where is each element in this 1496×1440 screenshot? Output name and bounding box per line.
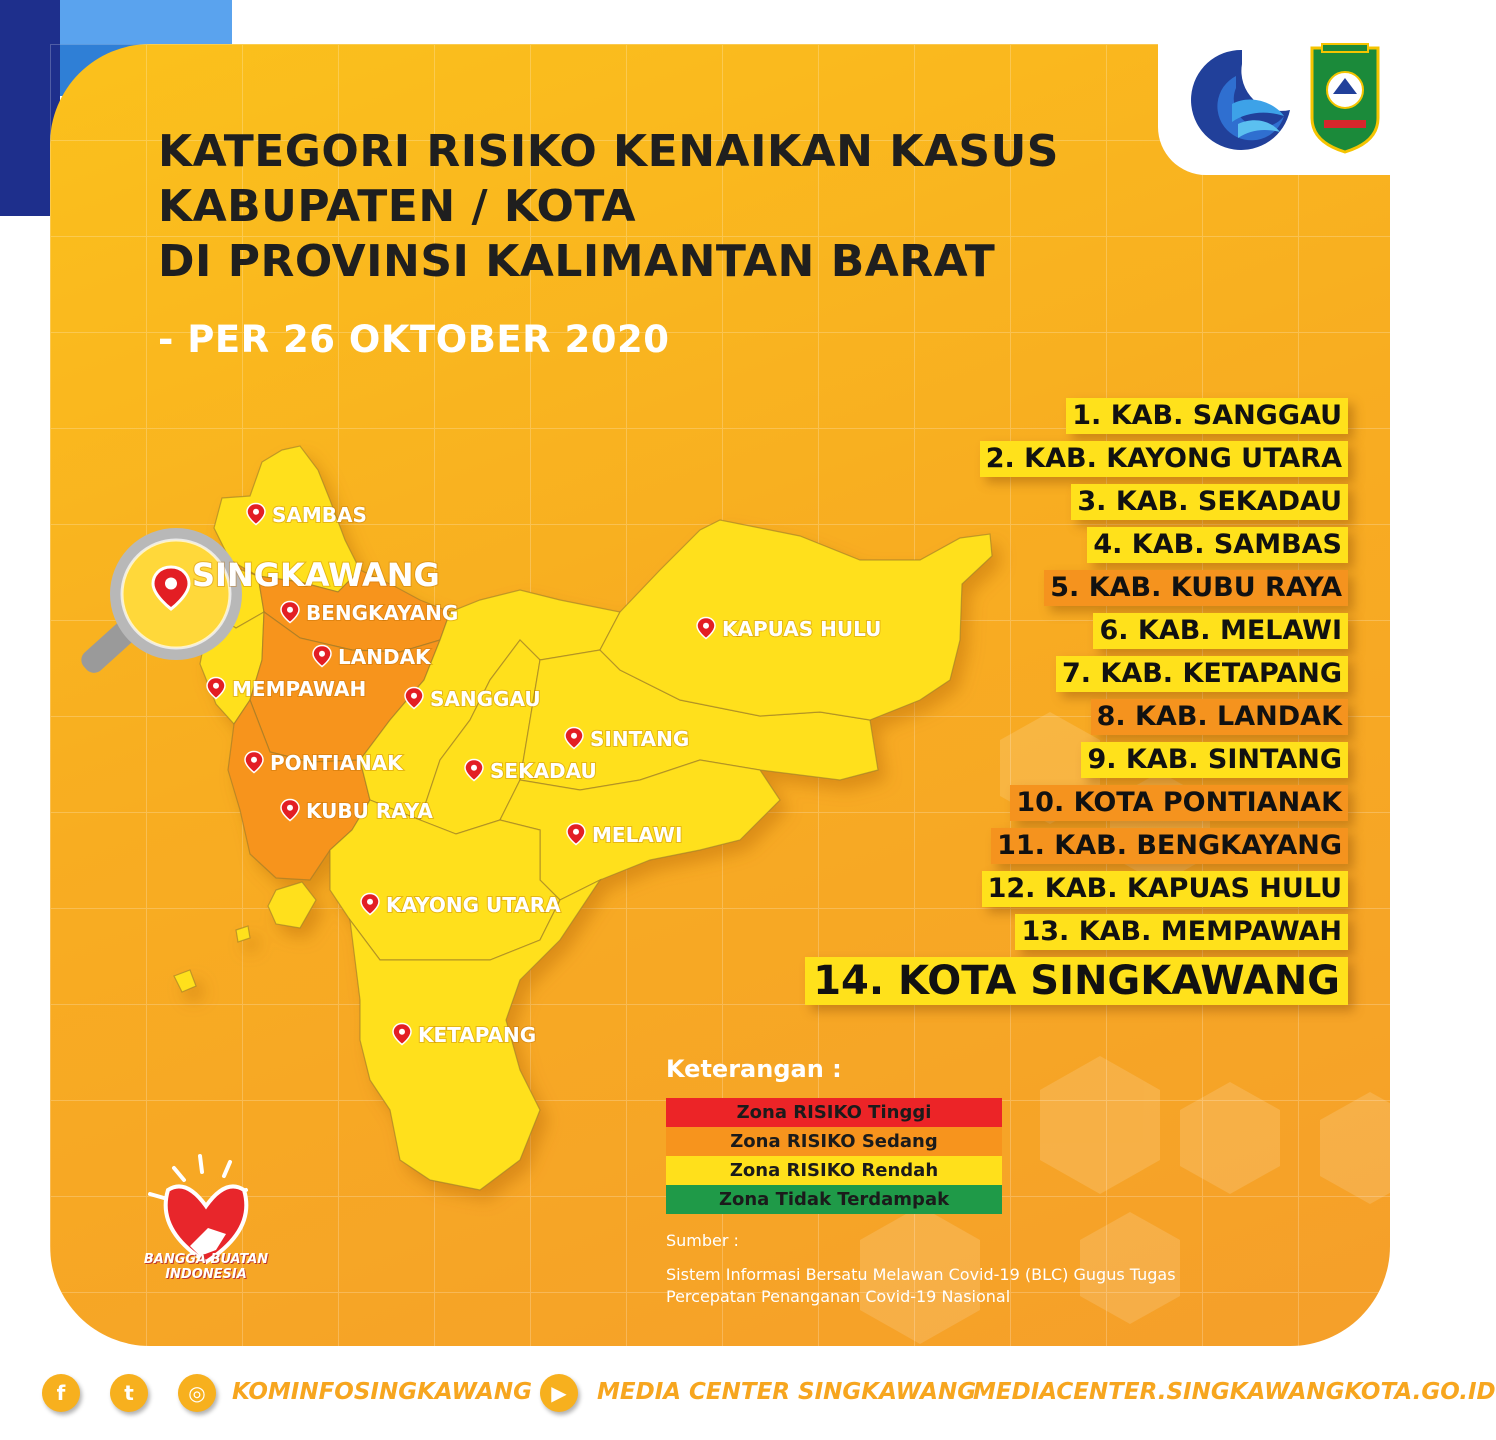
map-pin-icon [247,504,265,525]
ranking-item [808,742,1348,778]
ranking-item [808,527,1348,563]
legend-item: Zona RISIKO Rendah [666,1156,1002,1185]
map-pin-icon [697,618,715,639]
ranking-item [808,957,1348,1005]
legend [666,1052,1026,1214]
map-pin-icon [281,602,299,623]
legend-item: Zona RISIKO Sedang [666,1127,1002,1156]
map-pin-icon [207,678,225,699]
ranking-label: 8. KAB. LANDAK [1091,699,1348,735]
map-region-label: SINTANG [590,727,690,751]
ranking-item [808,871,1348,907]
title-line: KABUPATEN / KOTA [158,181,637,232]
twitter-icon[interactable]: t [110,1374,148,1412]
social-handle-link[interactable]: KOMINFOSINGKAWANG [232,1379,532,1405]
footer [0,1360,1496,1440]
badge-line: INDONESIA [165,1267,247,1282]
map-region-label: SANGGAU [430,687,541,711]
ranking-label: 7. KAB. KETAPANG [1056,656,1348,692]
map-region-label: KETAPANG [418,1023,537,1047]
instagram-icon[interactable]: ◎ [178,1374,216,1412]
ranking-item [808,398,1348,434]
ranking-label: 12. KAB. KAPUAS HULU [982,871,1348,907]
ranking-item [808,484,1348,520]
ranking-item [808,914,1348,950]
ranking-label: 5. KAB. KUBU RAYA [1044,570,1348,606]
ranking-label: 10. KOTA PONTIANAK [1010,785,1348,821]
title-line: KATEGORI RISIKO KENAIKAN KASUS [158,126,1059,177]
source-line: Percepatan Penanganan Covid-19 Nasional [666,1287,1011,1306]
badge-line: BANGGA BUATAN [143,1252,269,1267]
map-region-label: SAMBAS [272,503,367,527]
map-region-label: BENGKAYANG [306,601,459,625]
map-pin-icon [465,760,483,781]
ranking-item [808,441,1348,477]
map-region-label: SEKADAU [490,759,597,783]
ranking-item [808,699,1348,735]
ranking-label: 9. KAB. SINTANG [1081,742,1348,778]
ranking-item [808,613,1348,649]
ranking-item [808,570,1348,606]
source-heading: Sumber : [666,1231,739,1250]
source-line: Sistem Informasi Bersatu Melawan Covid-19 (BLC) Gugus Tugas [666,1265,1176,1284]
facebook-icon[interactable]: f [42,1374,80,1412]
map-region-label: PONTIANAK [270,751,403,775]
legend-item: Zona RISIKO Tinggi [666,1098,1002,1127]
ranking-item [808,785,1348,821]
map-region-label: KAYONG UTARA [386,893,561,917]
map-region-label: KAPUAS HULU [722,617,882,641]
ranking-label: 1. KAB. SANGGAU [1066,398,1348,434]
map-pin-icon [405,688,423,709]
legend-title: Keterangan : [666,1055,842,1083]
map-region-label: MELAWI [592,823,683,847]
map-pin-icon [565,728,583,749]
bangga-buatan-text [128,1252,284,1282]
ranking-label: 11. KAB. BENGKAYANG [991,828,1348,864]
report-date: - PER 26 OKTOBER 2020 [158,318,670,361]
map-pin-icon [153,567,189,609]
source [666,1230,1286,1308]
youtube-icon[interactable]: ▶ [540,1374,578,1412]
ranking-list [808,398,1348,1012]
map-pin-icon [361,894,379,915]
title-line: DI PROVINSI KALIMANTAN BARAT [158,236,996,287]
ranking-item [808,656,1348,692]
map-region-label: MEMPAWAH [232,677,367,701]
map-pin-icon [313,646,331,667]
legend-item: Zona Tidak Terdampak [666,1185,1002,1214]
ranking-item [808,828,1348,864]
ranking-label: 2. KAB. KAYONG UTARA [980,441,1348,477]
website-link[interactable]: MEDIACENTER.SINGKAWANGKOTA.GO.ID [973,1379,1496,1405]
map-region-label: LANDAK [338,645,431,669]
map-pin-icon [393,1024,411,1045]
map-pin-icon [245,752,263,773]
map-region-label: KUBU RAYA [306,799,433,823]
legend-list [666,1098,1002,1214]
map-pin-icon [567,824,585,845]
youtube-channel-link[interactable]: MEDIA CENTER SINGKAWANG [597,1379,977,1405]
ranking-label: 4. KAB. SAMBAS [1087,527,1348,563]
ranking-label: 6. KAB. MELAWI [1093,613,1348,649]
ranking-label: 13. KAB. MEMPAWAH [1015,914,1348,950]
map-highlight-label: SINGKAWANG [192,556,440,594]
ranking-label: 14. KOTA SINGKAWANG [805,957,1348,1005]
ranking-label: 3. KAB. SEKADAU [1071,484,1348,520]
map-pin-icon [281,800,299,821]
